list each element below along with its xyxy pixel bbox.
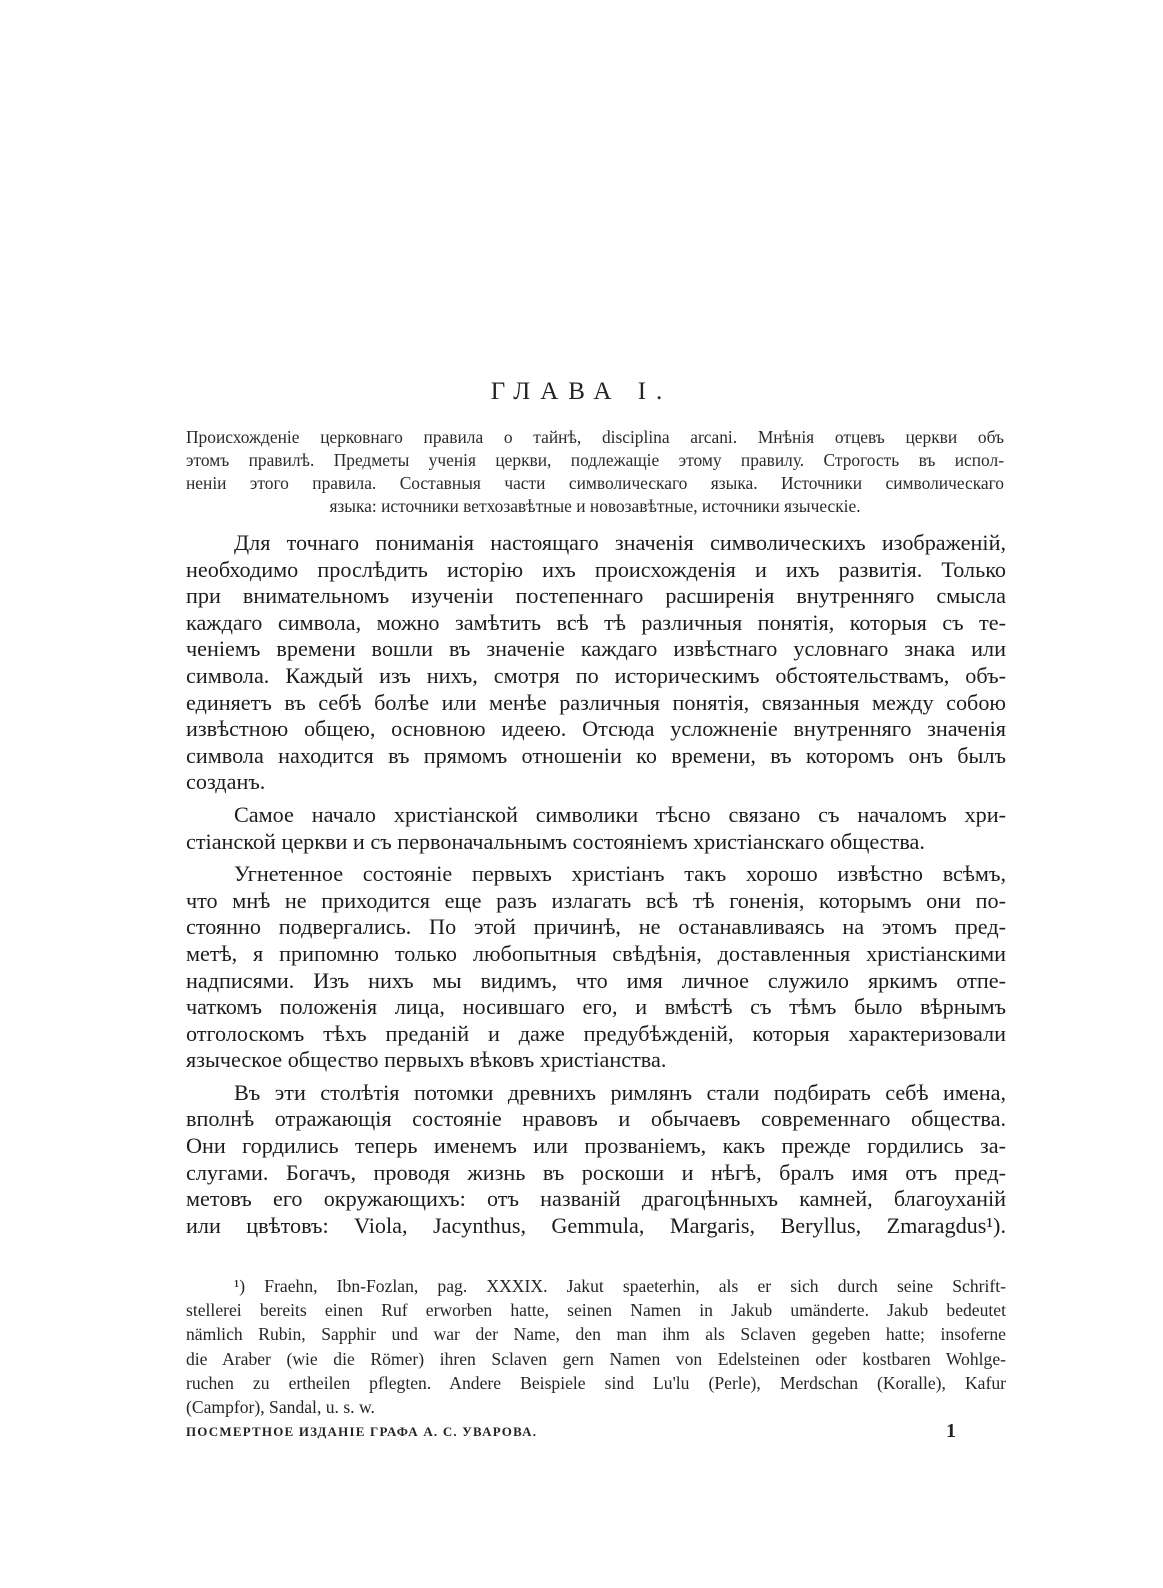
body-line: созданъ. [186,769,266,795]
summary-line: Происхожденіе церковнаго правила о тайнѣ, disciplina arcani. Мнѣнія отцевъ церкви объ [186,427,1004,447]
chapter-summary [186,426,1004,518]
footnote-line: ruchen zu ertheilen pflegten. Andere Beispiele sind Lu'lu (Perle), Merdschan (Koralle), Kafur [186,1372,1006,1393]
body-line: чаткомъ положенія лица, носившаго его, и вмѣстѣ съ тѣмъ было вѣрнымъ [186,994,1006,1020]
body-line: символа. Каждый изъ нихъ, смотря по историческимъ обстоятельствамъ, объ- [186,662,1006,688]
body-line: необходимо прослѣдить исторію ихъ происхожденія и ихъ развитія. Только [186,556,1006,582]
chapter-title: ГЛАВА I. [490,378,673,405]
summary-line: неніи этого правила. Составныя части символическаго языка. Источники символическаго [186,473,1004,493]
page-number: 1 [946,1420,956,1442]
footnote-line: ¹) Fraehn, Ibn-Fozlan, pag. XXXIX. Jakut spaeterhin, als er sich durch seine Schrift- [234,1276,1006,1296]
body-line: надписями. Изъ нихъ мы видимъ, что имя личное служило яркимъ отпе- [186,967,1006,993]
body-line: символа находится въ прямомъ отношеніи ко времени, въ которомъ онъ былъ [186,742,1006,768]
body-line: единяетъ въ себѣ болѣе или менѣе различныя понятія, связанныя между собою [186,689,1006,715]
footnote-line: nämlich Rubin, Sapphir und war der Name, den man ihm als Sclaven gegeben hatte; insoferne [186,1324,1006,1345]
footnote-line: (Campfor), Sandal, u. s. w. [186,1397,375,1418]
body-line: слугами. Богачъ, проводя жизнь въ роскоши и нѣгѣ, бралъ имя отъ пред- [186,1159,1006,1185]
body-text [186,530,1006,1239]
summary-line: этомъ правилѣ. Предметы ученія церкви, подлежащіе этому правилу. Строгость въ испол- [186,450,1004,470]
body-line: что мнѣ не приходится еще разъ излагать всѣ тѣ гоненія, которымъ они по- [186,887,1006,913]
summary-line: языка: источники ветхозавѣтные и новозавѣтные, источники языческіе. [329,496,861,516]
body-line: отголоскомъ тѣхъ преданій и даже предубѣжденій, которыя характеризовали [186,1020,1006,1046]
body-line: или цвѣтовъ: Viola, Jacynthus, Gemmula, Margaris, Beryllus, Zmaragdus¹). [186,1212,1006,1238]
footnote [186,1274,1006,1419]
body-line: ченіемъ времени вошли въ значеніе каждаго извѣстнаго условнаго знака или [186,636,1006,662]
footnote-line: die Araber (wie die Römer) ihren Sclaven gern Namen von Edelsteinen oder kostbaren Wohlge- [186,1348,1006,1369]
body-line: Въ эти столѣтія потомки древнихъ римлянъ стали подбирать себѣ имена, [234,1079,1006,1105]
imprint-signature: ПОСМЕРТНОЕ ИЗДАНІЕ ГРАФА А. С. УВАРОВА. [186,1424,538,1439]
footnote-line: stellerei bereits einen Ruf erworben hatte, seinen Namen in Jakub umänderte. Jakub bedeutet [186,1300,1006,1321]
body-line: вполнѣ отражающія состояніе нравовъ и обычаевъ современнаго общества. [186,1106,1006,1132]
body-line: Для точнаго пониманія настоящаго значенія символическихъ изображеній, [234,530,1006,555]
body-line: метовъ его окружающихъ: отъ названій драгоцѣнныхъ камней, благоуханій [186,1186,1006,1212]
body-line: стоянно подвергались. По этой причинѣ, не останавливаясь на этомъ пред- [186,914,1006,940]
body-line: Они гордились теперь именемъ или прозваніемъ, какъ прежде гордились за- [186,1133,1006,1159]
body-line: стіанской церкви и съ первоначальнымъ состояніемъ христіанскаго общества. [186,828,925,854]
body-line: извѣстною общею, основною идеею. Отсюда усложненіе внутренняго значенія [186,716,1006,742]
body-line: языческое общество первыхъ вѣковъ христіанства. [186,1047,667,1073]
body-line: Угнетенное состояніе первыхъ христіанъ такъ хорошо извѣстно всѣмъ, [234,861,1006,887]
body-line: метѣ, я припомню только любопытныя свѣдѣнія, доставленныя христіанскими [186,940,1006,966]
body-line: каждаго символа, можно замѣтить всѣ тѣ различныя понятія, которыя съ те- [186,609,1006,635]
body-line: Самое начало христіанской символики тѣсно связано съ началомъ хри- [234,801,1006,827]
body-line: при внимательномъ изученіи постепеннаго расширенія внутренняго смысла [186,583,1006,609]
